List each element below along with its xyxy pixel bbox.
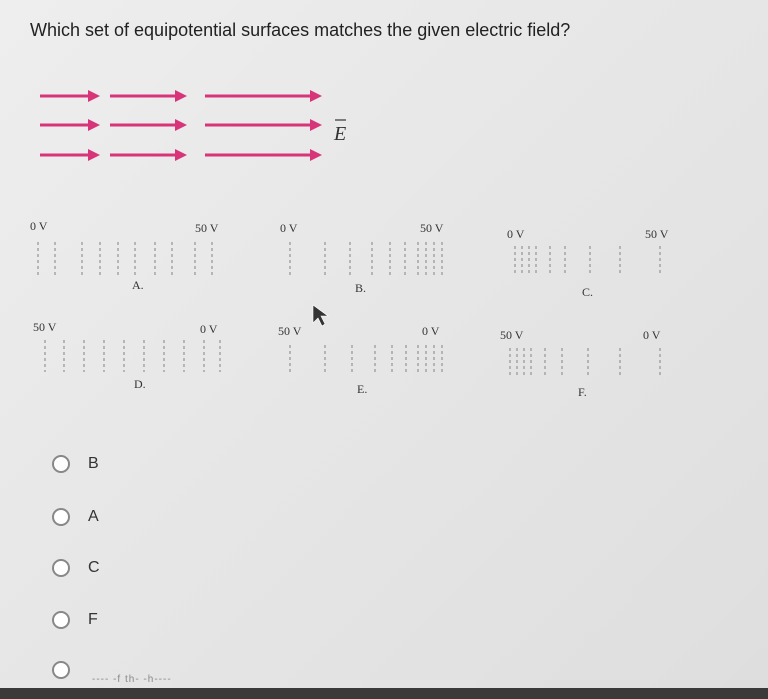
choice-label: F bbox=[88, 611, 98, 628]
option-b-left-label: 0 V bbox=[280, 221, 298, 235]
radio-button-icon[interactable] bbox=[52, 611, 70, 629]
option-f-left-label: 50 V bbox=[500, 328, 524, 342]
mouse-cursor-icon bbox=[313, 305, 328, 326]
field-arrow-head bbox=[310, 119, 322, 131]
field-arrow-head bbox=[88, 90, 100, 102]
option-d-left-label: 50 V bbox=[33, 320, 57, 334]
option-c-right-label: 50 V bbox=[645, 227, 669, 241]
field-arrows bbox=[40, 90, 322, 161]
option-a-letter: A. bbox=[132, 278, 144, 292]
radio-button-icon[interactable] bbox=[52, 508, 70, 526]
option-f-right-label: 0 V bbox=[643, 328, 661, 342]
field-arrow-head bbox=[88, 149, 100, 161]
option-f-letter: F. bbox=[578, 385, 587, 399]
field-arrow-head bbox=[310, 90, 322, 102]
choice-c[interactable] bbox=[52, 559, 100, 577]
option-a-right-label: 50 V bbox=[195, 221, 219, 235]
bottom-edge bbox=[0, 688, 768, 699]
option-e-right-label: 0 V bbox=[422, 324, 440, 338]
question-text: Which set of equipotential surfaces matches the given electric field? bbox=[30, 20, 571, 40]
option-e-left-label: 50 V bbox=[278, 324, 302, 338]
option-d-letter: D. bbox=[134, 377, 146, 391]
radio-button-icon[interactable] bbox=[52, 455, 70, 473]
option-c-left-label: 0 V bbox=[507, 227, 525, 241]
choice-label: A bbox=[88, 508, 99, 525]
choice-f[interactable] bbox=[52, 611, 98, 629]
field-arrow-head bbox=[175, 119, 187, 131]
choice-label: B bbox=[88, 455, 99, 472]
option-a-diagram bbox=[30, 219, 219, 292]
field-arrow-head bbox=[310, 149, 322, 161]
option-b-diagram bbox=[280, 221, 444, 295]
option-f-diagram bbox=[500, 328, 661, 399]
option-e-diagram bbox=[278, 324, 442, 396]
choice-label: C bbox=[88, 559, 100, 576]
option-d-diagram bbox=[33, 320, 220, 391]
field-arrow-head bbox=[175, 90, 187, 102]
option-b-right-label: 50 V bbox=[420, 221, 444, 235]
field-arrow-head bbox=[175, 149, 187, 161]
field-label: E bbox=[334, 123, 347, 145]
radio-button-icon[interactable] bbox=[52, 559, 70, 577]
option-d-right-label: 0 V bbox=[200, 322, 218, 336]
option-e-letter: E. bbox=[357, 382, 368, 396]
choice-partial[interactable] bbox=[52, 661, 70, 679]
radio-button-icon[interactable] bbox=[52, 661, 70, 679]
choice-a[interactable] bbox=[52, 508, 99, 526]
field-arrow-head bbox=[88, 119, 100, 131]
choice-b[interactable] bbox=[52, 455, 99, 473]
option-b-letter: B. bbox=[355, 281, 367, 295]
option-a-left-label: 0 V bbox=[30, 219, 48, 233]
partial-text: ---- -f th- -h---- bbox=[92, 674, 172, 685]
option-c-diagram bbox=[507, 227, 669, 299]
option-c-letter: C. bbox=[582, 285, 594, 299]
